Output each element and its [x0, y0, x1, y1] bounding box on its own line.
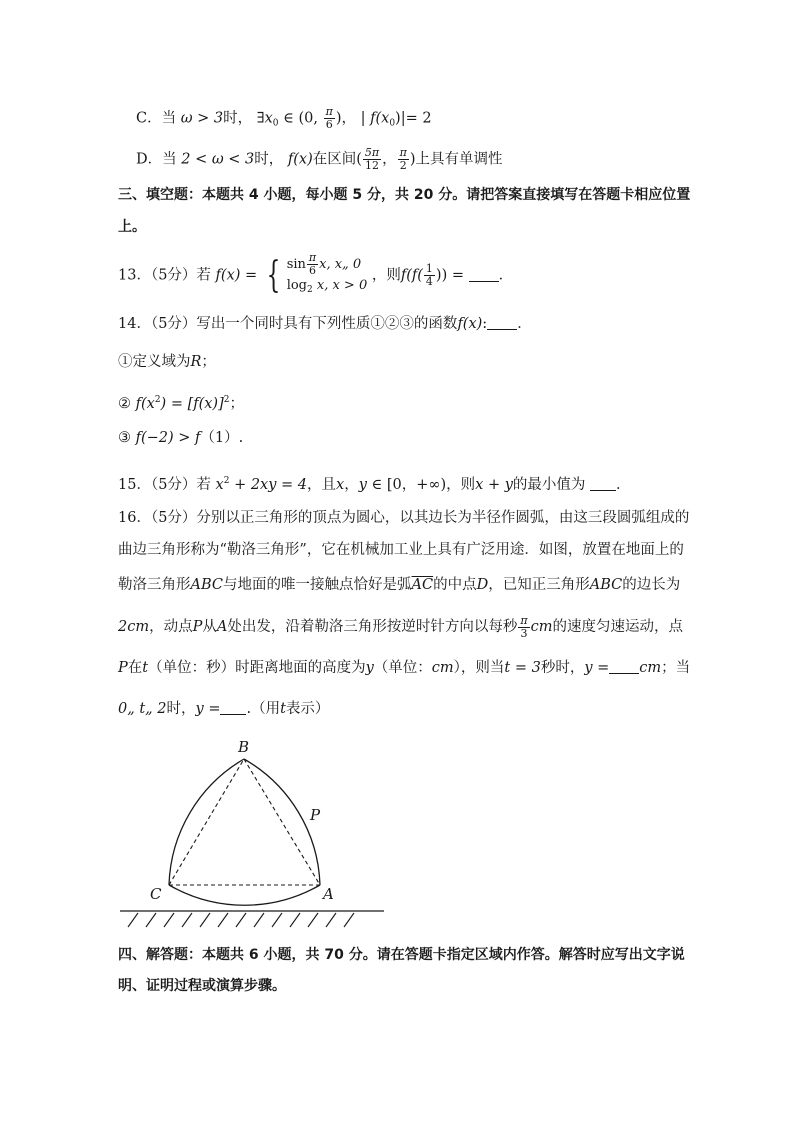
label-c: C — [150, 885, 162, 903]
side-cb — [169, 759, 244, 885]
property-3: ③ f(−2) > f（1）. — [118, 430, 244, 446]
ground-hatching — [128, 913, 354, 927]
option-c: C．当 ω > 3时， $\exists x_0$ ∈ (0, $\frac{\pi}{6}$ )， | $f(x_0)|= 2$ — [136, 105, 432, 131]
question-16-line-4: 2cm，动点P从A处出发，沿着勒洛三角形按逆时针方向以每秒 $\frac{\pi}{3}$ cm的速度匀速运动，点 — [118, 613, 683, 640]
question-13: 13．（5分）若 f(x) = { sin $\frac{\pi}{6}$ x, x„ 0 $\log_2 x$, x > 0 ，则f(f( $\frac{1}{4}$ )) = ． — [118, 252, 513, 292]
section-4-heading-cont: 明、证明过程或演算步骤。 — [118, 978, 286, 994]
fraction-pi-2: $\frac{\pi}{2}$ — [399, 146, 407, 172]
label-p: P — [310, 806, 321, 824]
option-d: D．当 2 < ω < 3时， f(x)在区间( $\frac{5\pi}{12}$ ， $\frac{\pi}{2}$ )上具有单调性 — [136, 146, 503, 172]
side-ba — [244, 759, 320, 885]
brace-icon: { — [266, 254, 281, 296]
question-16-line-6: 0„ t„ 2时，y = .（用t表示） — [118, 701, 330, 717]
reuleaux-triangle-figure — [110, 732, 400, 932]
question-16-line-1: 16．（5分）分别以正三角形的顶点为圆心，以其边长为半径作圆弧，由这三段圆弧组成的 — [118, 510, 690, 526]
property-2: ② $f(x^2) = [f(x)]^2$； — [118, 395, 244, 412]
question-15: 15．（5分）若 $x^2 + 2xy = 4$，且x，y ∈ [0，+∞)，则x + y的最小值为 ． — [118, 476, 631, 493]
fraction-pi-6: $\frac{\pi}{6}$ — [325, 105, 333, 131]
arc-ac-curve — [169, 885, 320, 905]
property-1: ①定义域为R； — [118, 354, 216, 370]
answer-blank — [487, 315, 517, 330]
section-3-heading: 三、填空题：本题共 4 小题，每小题 5 分，共 20 分。请把答案直接填写在答题卡相应位置 — [118, 187, 691, 203]
answer-blank — [609, 659, 639, 674]
answer-blank — [469, 267, 499, 282]
question-16-line-2: 曲边三角形称为“勒洛三角形”，它在机械加工业上具有广泛用途．如图，放置在地面上的 — [118, 542, 684, 558]
section-3-heading-cont: 上。 — [118, 219, 146, 235]
arc-ac: $\overline{AC}$ — [411, 577, 434, 593]
label-a: A — [323, 885, 334, 903]
answer-blank — [590, 476, 616, 491]
question-14: 14．（5分）写出一个同时具有下列性质①②③的函数f(x): ． — [118, 316, 532, 332]
piecewise-function: { sin $\frac{\pi}{6}$ x, x„ 0 $\log_2 x$, x > 0 — [266, 251, 368, 296]
section-4-heading: 四、解答题：本题共 6 小题，共 70 分。请在答题卡指定区域内作答。解答时应写出文字说 — [118, 947, 685, 963]
question-16-line-3: 勒洛三角形ABC与地面的唯一接触点恰好是弧$\overline{AC}$的中点D，已知正三角形ABC的边长为 — [118, 577, 681, 593]
fraction-5pi-12: $\frac{5\pi}{12}$ — [364, 146, 380, 172]
answer-blank — [220, 700, 246, 715]
question-16-line-5: P在t（单位：秒）时距离地面的高度为y（单位：cm），则当t = 3秒时，y = cm；当 — [118, 660, 691, 676]
label-b: B — [238, 738, 250, 756]
